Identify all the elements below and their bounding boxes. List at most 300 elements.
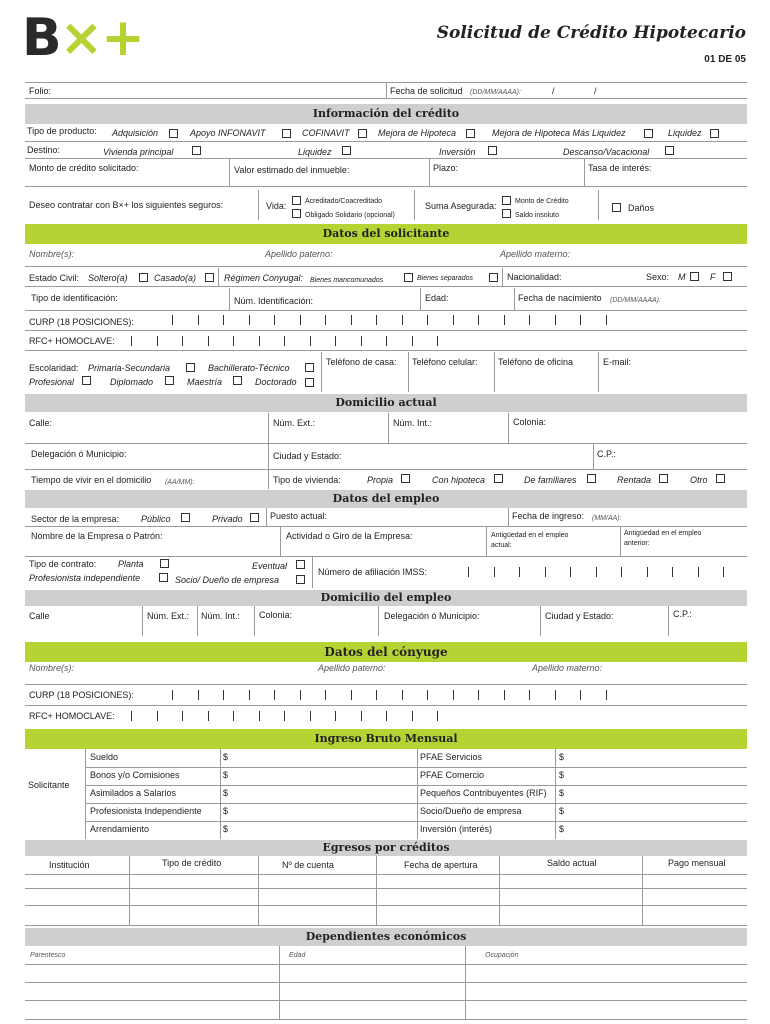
divider	[229, 288, 230, 310]
char-slot-mark	[284, 711, 285, 721]
char-slot-mark	[325, 315, 326, 325]
email-label: E-mail:	[603, 357, 632, 367]
mancomunados-checkbox[interactable]	[404, 273, 413, 282]
char-slot-mark	[249, 315, 250, 325]
divider	[414, 190, 415, 220]
char-slot-mark	[361, 336, 362, 346]
tipo-vivienda-label: Tipo de vivienda:	[273, 475, 341, 485]
divider	[321, 352, 322, 392]
tel-oficina-label: Teléfono de oficina	[498, 357, 574, 367]
ingreso-concept: Asimilados a Salarios	[90, 788, 177, 798]
privado-label: Privado	[212, 514, 243, 524]
descanso-checkbox[interactable]	[665, 146, 674, 155]
char-slot-mark	[335, 711, 336, 721]
bx-logo	[22, 8, 143, 68]
ingreso-format: (MM/AA):	[592, 515, 622, 522]
diplomado-checkbox[interactable]	[165, 376, 174, 385]
char-slot-mark	[172, 315, 173, 325]
divider	[25, 158, 747, 159]
doctorado-label: Doctorado	[255, 377, 297, 387]
char-slot-mark	[412, 711, 413, 721]
char-slot-mark	[259, 336, 260, 346]
ingreso-table	[25, 749, 747, 839]
diplomado-label: Diplomado	[110, 377, 154, 387]
char-slot-mark	[606, 690, 607, 700]
divider	[25, 964, 747, 965]
emp-ciudad-label: Ciudad y Estado:	[545, 611, 614, 621]
section-dom-empleo-header: Domicilio del empleo	[25, 590, 747, 606]
inversion-checkbox[interactable]	[488, 146, 497, 155]
char-slot-mark	[157, 711, 158, 721]
divider	[25, 310, 747, 311]
egresos-col-saldo: Saldo actual	[547, 858, 597, 868]
char-slot-mark	[376, 315, 377, 325]
cony-paterno-label: Apellido paterno:	[318, 663, 386, 673]
rfc-field[interactable]	[0, 335, 770, 347]
edad-label: Edad:	[425, 293, 449, 303]
ingreso-label: Fecha de ingreso:	[512, 511, 585, 521]
divider	[25, 705, 747, 706]
sector-label: Sector de la empresa:	[31, 514, 120, 524]
seguros-label: Deseo contratar con B×+ los siguientes seguros:	[29, 200, 224, 210]
divider	[280, 526, 281, 556]
hipoteca-checkbox[interactable]	[494, 474, 503, 483]
mejora-checkbox[interactable]	[466, 129, 475, 138]
divider	[620, 526, 621, 556]
divider	[25, 350, 747, 351]
divider	[494, 352, 495, 392]
otro-label: Otro	[690, 475, 708, 485]
valor-label: Valor estimado del inmueble:	[234, 165, 350, 175]
char-slot-mark	[504, 690, 505, 700]
antiguedad-actual-label-2: actual:	[491, 542, 512, 549]
divider	[25, 286, 747, 287]
divider	[408, 352, 409, 392]
sexo-m-label: M	[678, 272, 686, 282]
char-slot-mark	[335, 336, 336, 346]
tipo-option: Apoyo INFONAVIT	[190, 128, 266, 138]
plazo-label: Plazo:	[433, 163, 459, 173]
char-slot-mark	[259, 711, 260, 721]
nacimiento-label: Fecha de nacimiento	[518, 293, 602, 303]
char-slot-mark	[570, 567, 571, 577]
vivienda-checkbox[interactable]	[192, 146, 201, 155]
familiares-label: De familiares	[524, 475, 577, 485]
dependientes-table	[25, 946, 747, 1020]
divider	[25, 982, 747, 983]
divider	[486, 526, 487, 556]
divider	[598, 190, 599, 220]
char-slot-mark	[274, 315, 275, 325]
acreditado-checkbox[interactable]	[292, 196, 301, 205]
ingreso-concept: Bonos y/o Comisiones	[90, 770, 180, 780]
char-slot-mark	[468, 567, 469, 577]
curp-field[interactable]	[0, 314, 770, 326]
logo-letter: B	[22, 8, 60, 68]
char-slot-mark	[647, 567, 648, 577]
egresos-col-tipo: Tipo de crédito	[162, 858, 222, 868]
suma-option: Monto de Crédito	[515, 198, 569, 205]
divider	[25, 98, 747, 99]
dep-col-edad: Edad	[289, 952, 306, 959]
curp-label: CURP (18 POSICIONES):	[29, 317, 134, 327]
antiguedad-anterior-label-2: anterior:	[624, 540, 650, 547]
char-slot-mark	[361, 711, 362, 721]
char-slot-mark	[621, 567, 622, 577]
tipo-option: Mejora de Hipoteca Más Liquidez	[492, 128, 626, 138]
char-slot-mark	[427, 690, 428, 700]
divider	[642, 856, 643, 926]
danos-checkbox[interactable]	[612, 203, 621, 212]
destino-option: Descanso/Vacacional	[563, 147, 650, 157]
tiempo-label: Tiempo de vivir en el domicilio	[31, 475, 152, 485]
saldo-insoluto-checkbox[interactable]	[502, 209, 511, 218]
cony-curp-field[interactable]	[0, 689, 770, 701]
privado-checkbox[interactable]	[250, 513, 259, 522]
char-slot-mark	[437, 336, 438, 346]
char-slot-mark	[672, 567, 673, 577]
char-slot-mark	[233, 711, 234, 721]
int-label: Núm. Int.:	[393, 418, 433, 428]
divider	[218, 268, 219, 286]
divider	[502, 268, 503, 286]
divider	[376, 856, 377, 926]
egresos-table	[25, 856, 747, 926]
antiguedad-anterior-label: Antigüedad en el empleo	[624, 530, 702, 537]
monto-label: Monto de crédito solicitado:	[29, 163, 139, 173]
cony-rfc-field[interactable]	[0, 710, 770, 722]
actividad-label: Actividad o Giro de la Empresa:	[286, 531, 413, 541]
tel-casa-label: Teléfono de casa:	[326, 357, 397, 367]
tasa-label: Tasa de interés:	[588, 163, 652, 173]
divider	[555, 749, 556, 839]
char-slot-mark	[580, 315, 581, 325]
rfc-label: RFC+ HOMOCLAVE:	[29, 336, 115, 346]
char-slot-mark	[300, 315, 301, 325]
char-slot-mark	[310, 336, 311, 346]
otro-checkbox[interactable]	[716, 474, 725, 483]
rentada-checkbox[interactable]	[659, 474, 668, 483]
divider	[268, 469, 269, 489]
publico-label: Público	[141, 514, 171, 524]
bachillerato-checkbox[interactable]	[305, 363, 314, 372]
mejora-liquidez-checkbox[interactable]	[644, 129, 653, 138]
section-domicilio-header: Domicilio actual	[25, 394, 747, 412]
hipoteca-label: Con hipoteca	[432, 475, 486, 485]
char-slot-mark	[386, 711, 387, 721]
divider	[25, 266, 747, 267]
destino-option: Inversión	[439, 147, 476, 157]
monto-credito-checkbox[interactable]	[502, 196, 511, 205]
currency-sign: $	[223, 770, 229, 780]
char-slot-mark	[596, 567, 597, 577]
divider	[85, 767, 747, 768]
char-slot-mark	[208, 336, 209, 346]
logo-mark: ×+	[59, 8, 143, 68]
cofinavit-checkbox[interactable]	[358, 129, 367, 138]
divider	[508, 508, 509, 526]
emp-cp-label: C.P.:	[673, 609, 692, 619]
regimen-label: Régimen Conyugal:	[224, 273, 304, 283]
cony-materno-label: Apellido materno:	[532, 663, 603, 673]
section-egresos-header: Egresos por créditos	[25, 840, 747, 856]
currency-sign: $	[559, 770, 565, 780]
familiares-checkbox[interactable]	[587, 474, 596, 483]
propia-label: Propia	[367, 475, 394, 485]
sexo-f-label: F	[710, 272, 716, 282]
ingreso-concept: Pequeños Contribuyentes (RIF)	[420, 788, 547, 798]
propia-checkbox[interactable]	[401, 474, 410, 483]
char-slot-mark	[478, 315, 479, 325]
divider	[197, 606, 198, 636]
maestria-label: Maestría	[187, 377, 223, 387]
liquidez-checkbox[interactable]	[710, 129, 719, 138]
danos-label: Daños	[628, 203, 655, 213]
emp-colonia-label: Colonia:	[259, 610, 293, 620]
bachillerato-label: Bachillerato-Técnico	[208, 363, 290, 373]
fecha-solicitud-label: Fecha de solicitud	[390, 86, 463, 96]
char-slot-mark	[351, 315, 352, 325]
emp-delegacion-label: Delegación ó Municipio:	[384, 611, 480, 621]
divider	[129, 856, 130, 926]
char-slot-mark	[310, 711, 311, 721]
section-empleo-header: Datos del empleo	[25, 490, 747, 508]
antiguedad-actual-label: Antigüedad en el empleo	[491, 532, 569, 539]
egresos-col-cuenta: Nº de cuenta	[282, 860, 334, 870]
divider	[254, 606, 255, 636]
egresos-col-apertura: Fecha de apertura	[404, 860, 478, 870]
ingreso-concept: Arrendamiento	[90, 824, 150, 834]
char-slot-mark	[402, 690, 403, 700]
char-slot-mark	[427, 315, 428, 325]
char-slot-mark	[580, 690, 581, 700]
currency-sign: $	[559, 752, 565, 762]
page-number: 01 DE 05	[704, 54, 746, 65]
char-slot-mark	[412, 336, 413, 346]
char-slot-mark	[545, 567, 546, 577]
soltero-label: Soltero(a)	[88, 273, 128, 283]
ciudad-label: Ciudad y Estado:	[273, 451, 342, 461]
char-slot-mark	[453, 690, 454, 700]
section-conyuge-header: Datos del cónyuge	[25, 642, 747, 662]
char-slot-mark	[325, 690, 326, 700]
currency-sign: $	[559, 806, 565, 816]
rentada-label: Rentada	[617, 475, 652, 485]
currency-sign: $	[223, 806, 229, 816]
section-solicitante-header: Datos del solicitante	[25, 224, 747, 244]
socio-label: Socio/ Dueño de empresa	[175, 575, 280, 585]
char-slot-mark	[274, 690, 275, 700]
nacionalidad-label: Nacionalidad:	[507, 272, 562, 282]
char-slot-mark	[402, 315, 403, 325]
divider	[598, 352, 599, 392]
char-slot-mark	[529, 690, 530, 700]
tipo-option: COFINAVIT	[302, 128, 350, 138]
divider	[25, 925, 747, 926]
char-slot-mark	[249, 690, 250, 700]
divider	[25, 556, 747, 557]
currency-sign: $	[223, 788, 229, 798]
vida-option: Obligado Solidario (opcional)	[305, 212, 395, 219]
divider	[25, 469, 747, 470]
destino-liquidez-checkbox[interactable]	[342, 146, 351, 155]
tipo-option: Liquidez	[668, 128, 702, 138]
divider	[266, 508, 267, 526]
divider	[229, 158, 230, 186]
primaria-checkbox[interactable]	[186, 363, 195, 372]
empresa-label: Nombre de la Empresa o Patrón:	[31, 531, 163, 541]
eventual-label: Eventual	[252, 561, 288, 571]
divider	[429, 158, 430, 186]
divider	[258, 856, 259, 926]
divider	[540, 606, 541, 636]
ingreso-concept: Inversión (interés)	[420, 824, 493, 834]
egresos-col-institucion: Institución	[49, 860, 90, 870]
paterno-label: Apellido paterno:	[265, 249, 333, 259]
imss-field[interactable]	[0, 566, 770, 578]
divider	[25, 905, 747, 906]
char-slot-mark	[182, 336, 183, 346]
separados-label: Bienes separados	[417, 275, 474, 282]
suma-label: Suma Asegurada:	[425, 201, 497, 211]
currency-sign: $	[223, 824, 229, 834]
char-slot-mark	[519, 567, 520, 577]
char-slot-mark	[351, 690, 352, 700]
divider	[25, 330, 747, 331]
soltero-checkbox[interactable]	[139, 273, 148, 282]
char-slot-mark	[131, 711, 132, 721]
destino-option: Vivienda principal	[103, 147, 174, 157]
suma-option: Saldo insoluto	[515, 212, 559, 219]
fecha-format: (DD/MM/AAAA):	[470, 89, 521, 96]
materno-label: Apellido materno:	[500, 249, 571, 259]
sexo-m-checkbox[interactable]	[690, 272, 699, 281]
char-slot-mark	[376, 690, 377, 700]
contrato-label: Tipo de contrato:	[29, 559, 97, 569]
char-slot-mark	[529, 315, 530, 325]
char-slot-mark	[698, 567, 699, 577]
prof-ind-label: Profesionista independiente	[29, 573, 141, 583]
divider	[386, 82, 387, 98]
planta-label: Planta	[118, 559, 144, 569]
emp-int-label: Núm. Int.:	[201, 611, 241, 621]
divider	[258, 190, 259, 220]
currency-sign: $	[223, 752, 229, 762]
publico-checkbox[interactable]	[181, 513, 190, 522]
ingreso-concept: Socio/Dueño de empresa	[420, 806, 522, 816]
divider	[85, 821, 747, 822]
destino-option: Liquidez	[298, 147, 332, 157]
currency-sign: $	[559, 824, 565, 834]
doctorado-checkbox[interactable]	[305, 378, 314, 387]
sexo-f-checkbox[interactable]	[723, 272, 732, 281]
divider	[25, 141, 747, 142]
char-slot-mark	[172, 690, 173, 700]
divider	[508, 413, 509, 443]
char-slot-mark	[606, 315, 607, 325]
divider	[279, 946, 280, 1020]
delegacion-label: Delegación ó Municipio:	[31, 449, 127, 459]
dep-col-ocupacion: Ocupación	[485, 952, 519, 959]
char-slot-mark	[223, 315, 224, 325]
char-slot-mark	[182, 711, 183, 721]
char-slot-mark	[198, 690, 199, 700]
divider	[25, 874, 747, 875]
divider	[593, 443, 594, 469]
section-ingreso-header: Ingreso Bruto Mensual	[25, 729, 747, 749]
divider	[220, 749, 221, 839]
divider	[25, 888, 747, 889]
date-sep: /	[552, 86, 555, 96]
section-credito-header: Información del crédito	[25, 104, 747, 124]
nombre-label: Nombre(s):	[29, 249, 75, 259]
separados-checkbox[interactable]	[489, 273, 498, 282]
char-slot-mark	[555, 315, 556, 325]
maestria-checkbox[interactable]	[233, 376, 242, 385]
currency-sign: $	[559, 788, 565, 798]
divider	[85, 749, 86, 839]
tipo-producto-label: Tipo de producto:	[27, 126, 97, 136]
nacimiento-format: (DD/MM/AAAA):	[610, 297, 661, 304]
tiempo-format: (AA/MM):	[165, 479, 195, 486]
emp-ext-label: Núm. Ext.:	[147, 611, 190, 621]
profesional-checkbox[interactable]	[82, 376, 91, 385]
divider	[584, 158, 585, 186]
divider	[85, 803, 747, 804]
divider	[25, 1000, 747, 1001]
infonavit-checkbox[interactable]	[282, 129, 291, 138]
destino-label: Destino:	[27, 145, 61, 155]
divider	[25, 186, 747, 187]
date-sep: /	[594, 86, 597, 96]
sexo-label: Sexo:	[646, 272, 670, 282]
egresos-col-pago: Pago mensual	[668, 858, 726, 868]
adquisicion-checkbox[interactable]	[169, 129, 178, 138]
num-id-label: Núm. Identificación:	[234, 296, 314, 306]
cony-nombre-label: Nombre(s):	[29, 663, 75, 673]
char-slot-mark	[131, 336, 132, 346]
vida-label: Vida:	[266, 201, 287, 211]
char-slot-mark	[453, 315, 454, 325]
casado-checkbox[interactable]	[205, 273, 214, 282]
primaria-label: Primaria-Secundaria	[88, 363, 171, 373]
divider	[25, 1019, 747, 1020]
char-slot-mark	[494, 567, 495, 577]
mancomunados-label: Bienes mancomunados	[310, 277, 384, 284]
tipo-id-label: Tipo de identificación:	[31, 293, 118, 303]
escolaridad-label: Escolaridad:	[29, 363, 79, 373]
tipo-option: Mejora de Hipoteca	[378, 128, 457, 138]
folio-label: Folio:	[29, 86, 52, 96]
char-slot-mark	[478, 690, 479, 700]
char-slot-mark	[555, 690, 556, 700]
char-slot-mark	[386, 336, 387, 346]
char-slot-mark	[208, 711, 209, 721]
divider	[465, 946, 466, 1020]
char-slot-mark	[723, 567, 724, 577]
char-slot-mark	[233, 336, 234, 346]
char-slot-mark	[223, 690, 224, 700]
calle-label: Calle:	[29, 418, 53, 428]
divider	[417, 749, 418, 839]
divider	[268, 443, 269, 469]
ingreso-concept: PFAE Comercio	[420, 770, 485, 780]
obligado-checkbox[interactable]	[292, 209, 301, 218]
tel-celular-label: Teléfono celular:	[412, 357, 478, 367]
divider	[25, 443, 747, 444]
dep-col-parentesco: Parentesco	[30, 952, 66, 959]
cony-curp-label: CURP (18 POSICIONES):	[29, 690, 134, 700]
